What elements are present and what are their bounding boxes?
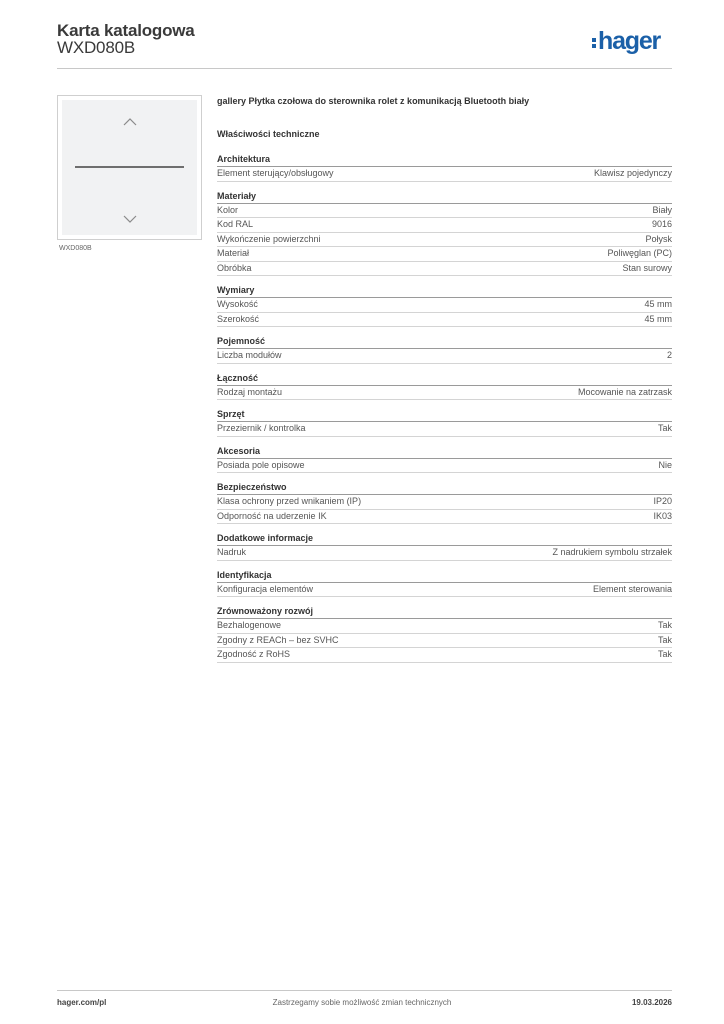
spec-sections: [217, 154, 672, 663]
spec-row: [217, 349, 672, 364]
spec-section: [217, 409, 672, 437]
section-title: Pojemność: [217, 336, 672, 349]
spec-value: Z nadrukiem symbolu strzałek: [552, 547, 672, 557]
section-title: Sprzęt: [217, 409, 672, 422]
spec-value: Biały: [652, 204, 672, 215]
spec-row: [217, 634, 672, 649]
spec-value: 9016: [651, 219, 672, 229]
spec-row: [217, 167, 672, 182]
spec-label: Nadruk: [217, 547, 247, 557]
spec-value: IK03: [653, 510, 672, 521]
product-image: [57, 95, 202, 240]
spec-label: Posiada pole opisowe: [217, 459, 305, 470]
spec-value: IP20: [653, 496, 672, 506]
spec-value: Element sterowania: [592, 583, 672, 594]
spec-section: [217, 446, 672, 474]
spec-row: [217, 204, 672, 219]
spec-row: [217, 218, 672, 233]
spec-section: [217, 606, 672, 663]
spec-row: [217, 459, 672, 474]
spec-value: Tak: [657, 423, 672, 433]
product-code: WXD080B: [57, 38, 135, 57]
section-title: Łączność: [217, 373, 672, 386]
footer-date: 19.03.2026: [631, 998, 672, 1007]
spec-row: [217, 510, 672, 525]
section-title: Materiały: [217, 191, 672, 204]
chevron-down-icon: [122, 214, 138, 224]
spec-row: [217, 386, 672, 401]
spec-row: [217, 313, 672, 328]
hager-logo: [592, 26, 660, 56]
spec-label: Wykończenie powierzchni: [217, 233, 321, 244]
spec-label: Konfiguracja elementów: [217, 583, 314, 594]
spec-label: Element sterujący/obsługowy: [217, 168, 334, 178]
logo-wordmark: hager: [598, 26, 661, 55]
spec-label: Bezhalogenowe: [217, 620, 282, 630]
section-title: Architektura: [217, 154, 672, 167]
spec-row: [217, 233, 672, 248]
section-title: Identyfikacja: [217, 570, 672, 583]
spec-section: [217, 285, 672, 327]
spec-label: Obróbka: [217, 262, 252, 273]
spec-label: Przeziernik / kontrolka: [217, 423, 306, 433]
spec-value: Mocowanie na zatrzask: [577, 386, 672, 397]
spec-value: Nie: [658, 459, 672, 470]
properties-heading: Właściwości techniczne: [217, 129, 320, 139]
spec-value: Klawisz pojedynczy: [593, 168, 672, 178]
spec-label: Kolor: [217, 204, 239, 215]
footer-disclaimer: Zastrzegamy sobie możliwość zmian technicznych: [272, 998, 452, 1007]
chevron-up-icon: [122, 117, 138, 127]
spec-section: [217, 154, 672, 182]
spec-section: [217, 533, 672, 561]
product-title: gallery Płytka czołowa do sterownika rolet z komunikacją Bluetooth biały: [217, 96, 530, 106]
logo-dots-icon: [592, 37, 596, 49]
spec-row: [217, 648, 672, 663]
spec-row: [217, 422, 672, 437]
spec-row: [217, 619, 672, 634]
spec-content: [217, 96, 672, 672]
spec-section: [217, 191, 672, 277]
footer-divider: [57, 990, 672, 991]
spec-label: Szerokość: [217, 313, 260, 324]
spec-value: 45 mm: [644, 299, 672, 309]
spec-value: 45 mm: [644, 313, 672, 324]
spec-row: [217, 546, 672, 561]
header-divider: [57, 68, 672, 69]
spec-value: Połysk: [645, 233, 672, 244]
spec-label: Materiał: [217, 248, 250, 258]
spec-value: Stan surowy: [622, 262, 672, 273]
document-title: Karta katalogowa: [57, 21, 195, 40]
spec-value: 2: [666, 350, 672, 360]
plate-center-line: [75, 166, 184, 168]
spec-label: Liczba modułów: [217, 350, 282, 360]
section-title: Bezpieczeństwo: [217, 482, 672, 495]
spec-row: [217, 495, 672, 510]
spec-row: [217, 298, 672, 313]
spec-row: [217, 583, 672, 598]
spec-row: [217, 247, 672, 262]
spec-value: Tak: [657, 620, 672, 630]
spec-section: [217, 373, 672, 401]
spec-label: Zgodność z RoHS: [217, 649, 291, 659]
spec-label: Rodzaj montażu: [217, 386, 283, 397]
image-caption: WXD080B: [59, 245, 92, 252]
section-title: Wymiary: [217, 285, 672, 298]
spec-label: Wysokość: [217, 299, 258, 309]
spec-value: Tak: [657, 634, 672, 645]
section-title: Zrównoważony rozwój: [217, 606, 672, 619]
spec-label: Zgodny z REACh – bez SVHC: [217, 634, 339, 645]
spec-value: Tak: [657, 649, 672, 659]
section-title: Akcesoria: [217, 446, 672, 459]
spec-label: Klasa ochrony przed wnikaniem (IP): [217, 496, 362, 506]
section-title: Dodatkowe informacje: [217, 533, 672, 546]
spec-label: Kod RAL: [217, 219, 254, 229]
spec-section: [217, 570, 672, 598]
cover-plate: [62, 100, 197, 235]
spec-row: [217, 262, 672, 277]
spec-label: Odporność na uderzenie IK: [217, 510, 327, 521]
footer-website: hager.com/pl: [57, 998, 107, 1007]
spec-section: [217, 482, 672, 524]
spec-value: Poliwęglan (PC): [607, 248, 672, 258]
spec-section: [217, 336, 672, 364]
